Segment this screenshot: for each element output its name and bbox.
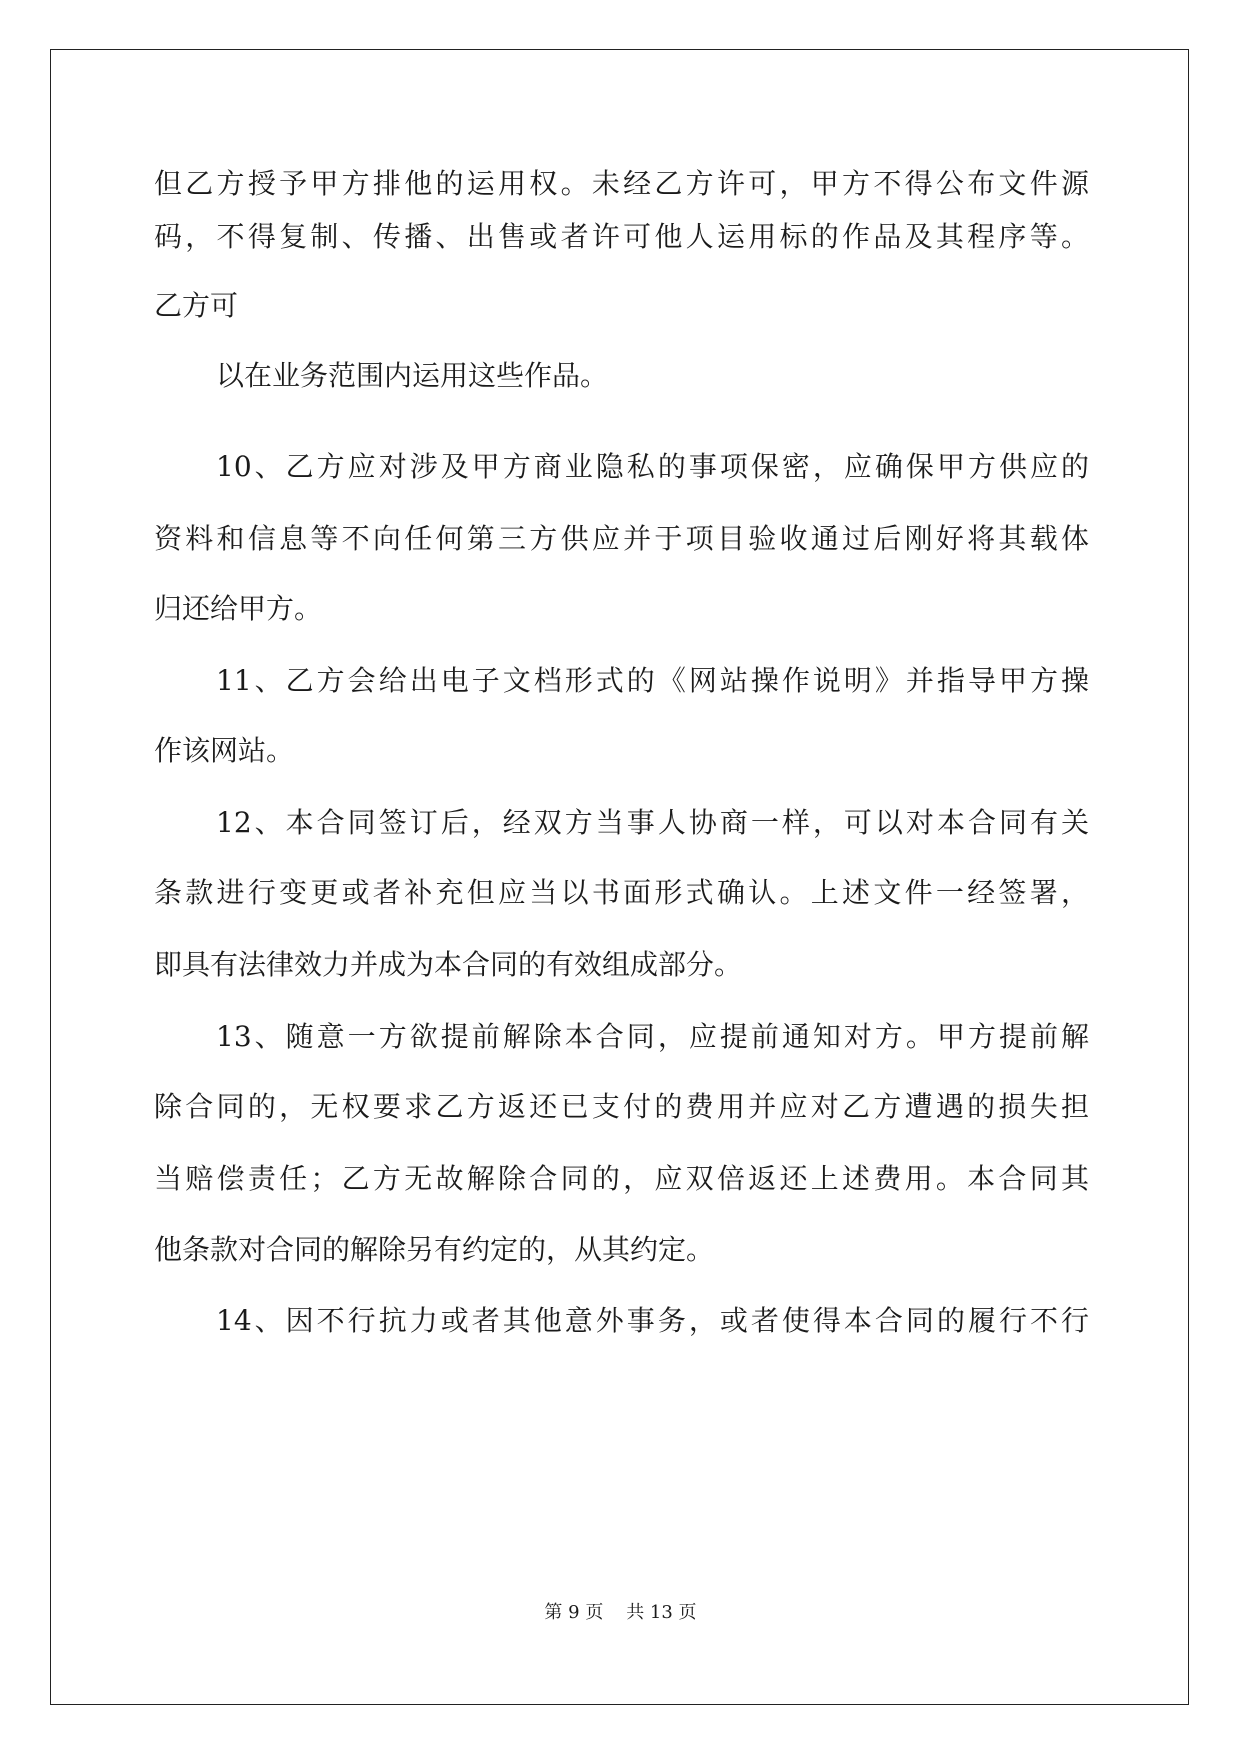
body-line: 12、本合同签订后，经双方当事人协商一样，可以对本合同有关 [216, 806, 1089, 839]
body-line: 11、乙方会给出电子文档形式的《网站操作说明》并指导甲方操 [216, 664, 1089, 697]
body-line: 即具有法律效力并成为本合同的有效组成部分。 [154, 948, 743, 981]
body-line: 当赔偿责任；乙方无故解除合同的，应双倍返还上述费用。本合同其 [154, 1162, 1089, 1195]
body-line: 码，不得复制、传播、出售或者许可他人运用标的作品及其程序等。 [154, 220, 1089, 253]
body-line: 10、乙方应对涉及甲方商业隐私的事项保密，应确保甲方供应的 [216, 450, 1089, 483]
body-line: 以在业务范围内运用这些作品。 [216, 359, 609, 392]
body-line: 但乙方授予甲方排他的运用权。未经乙方许可，甲方不得公布文件源 [154, 167, 1089, 200]
body-line: 条款进行变更或者补充但应当以书面形式确认。上述文件一经签署， [154, 876, 1089, 909]
page-number-footer: 第 9 页 共 13 页 [544, 1602, 697, 1623]
body-line: 13、随意一方欲提前解除本合同，应提前通知对方。甲方提前解 [216, 1020, 1089, 1053]
body-line: 14、因不行抗力或者其他意外事务，或者使得本合同的履行不行 [216, 1304, 1089, 1337]
body-line: 乙方可 [154, 289, 239, 322]
body-line: 他条款对合同的解除另有约定的，从其约定。 [154, 1233, 715, 1266]
body-line: 资料和信息等不向任何第三方供应并于项目验收通过后刚好将其载体 [154, 522, 1089, 555]
body-line: 除合同的，无权要求乙方返还已支付的费用并应对乙方遭遇的损失担 [154, 1090, 1089, 1123]
body-line: 作该网站。 [154, 734, 295, 767]
body-line: 归还给甲方。 [154, 592, 323, 625]
